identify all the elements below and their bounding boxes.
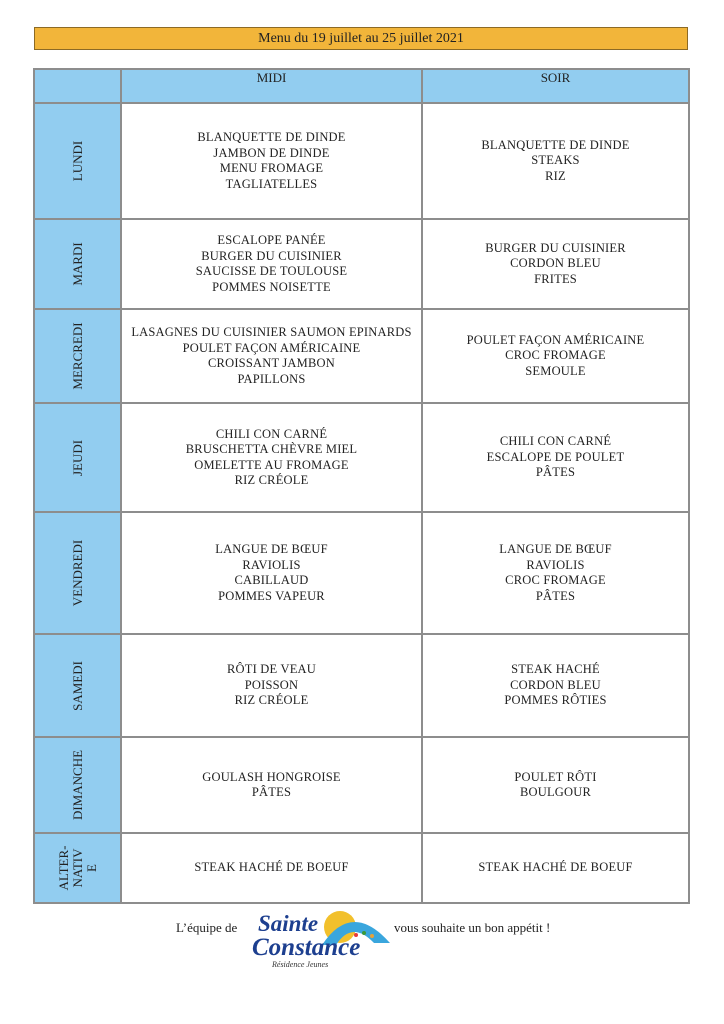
dish-item: LASAGNES DU CUISINIER SAUMON EPINARDS [131, 325, 412, 339]
soir-cell [422, 219, 689, 309]
footer [0, 905, 724, 985]
midi-cell [121, 833, 422, 903]
dish-item: RAVIOLIS [242, 557, 301, 572]
midi-cell [121, 634, 422, 737]
menu-title: Menu du 19 juillet au 25 juillet 2021 [34, 27, 688, 50]
dish-item: JAMBON DE DINDE [213, 145, 330, 160]
dish-item: POMMES NOISETTE [212, 279, 331, 294]
dish-item: LANGUE DE BŒUF [215, 542, 328, 556]
dish-item: CHILI CON CARNÉ [215, 426, 328, 441]
dish-item: CROC FROMAGE [505, 348, 606, 363]
column-header-soir: SOIR [422, 69, 689, 103]
dish-item: BURGER DU CUISINIER [485, 240, 626, 255]
dish-item: CABILLAUD [234, 573, 309, 587]
dish-item: BLANQUETTE DE DINDE [197, 130, 346, 144]
day-cell-alternative [34, 833, 121, 903]
soir-cell [422, 309, 689, 403]
midi-cell [121, 103, 422, 219]
soir-cell [422, 634, 689, 737]
dish-item: PÂTES [535, 465, 576, 480]
table-row [34, 103, 689, 219]
table-row [34, 833, 689, 903]
soir-cell [422, 833, 689, 903]
dish-item: POULET FAÇON AMÉRICAINE [182, 340, 361, 355]
dish-item: RIZ [545, 168, 566, 183]
column-header-midi: MIDI [121, 69, 422, 103]
day-label: MERCREDI [69, 322, 85, 390]
logo-subtitle: Résidence Jeunes [272, 960, 329, 969]
soir-cell [422, 103, 689, 219]
day-label: SAMEDI [69, 660, 85, 711]
day-cell-lundi [34, 103, 121, 219]
day-cell-mardi [34, 219, 121, 309]
table-row [34, 403, 689, 512]
day-label: JEUDI [69, 439, 85, 476]
dish-item: STEAK HACHÉ DE BOEUF [478, 860, 633, 875]
dish-item: CORDON BLEU [510, 677, 601, 692]
midi-cell [121, 219, 422, 309]
dish-item: STEAK HACHÉ DE BOEUF [194, 860, 349, 875]
day-cell-samedi [34, 634, 121, 737]
footer-text-right: vous souhaite un bon appétit ! [394, 920, 551, 935]
dish-item: SEMOULE [525, 363, 586, 378]
dish-item: TAGLIATELLES [225, 176, 318, 191]
dish-item: MENU FROMAGE [219, 161, 324, 175]
dish-item: BRUSCHETTA CHÈVRE MIEL [185, 442, 358, 456]
dish-item: FRITES [534, 271, 577, 286]
dish-item: PAPILLONS [237, 371, 306, 386]
table-row [34, 634, 689, 737]
midi-cell [121, 737, 422, 833]
dish-item: OMELETTE AU FROMAGE [194, 457, 349, 472]
midi-cell [121, 309, 422, 403]
day-label: VENDREDI [69, 539, 85, 607]
footer-text-left: L’équipe de [176, 920, 238, 935]
dish-item: CROC FROMAGE [505, 573, 606, 587]
dish-item: ESCALOPE DE POULET [486, 449, 625, 464]
dish-item: SAUCISSE DE TOULOUSE [195, 264, 348, 278]
dish-item: CORDON BLEU [510, 256, 601, 271]
dish-item: PÂTES [535, 588, 576, 603]
dish-item: POMMES VAPEUR [218, 588, 325, 603]
dish-item: POISSON [244, 677, 299, 692]
dish-item: BURGER DU CUISINIER [201, 248, 342, 263]
soir-cell [422, 512, 689, 634]
dish-item: BOULGOUR [519, 785, 592, 799]
day-cell-vendredi [34, 512, 121, 634]
day-label: DIMANCHE [69, 749, 85, 821]
dish-item: ALTER- [55, 845, 71, 891]
day-cell-mercredi [34, 309, 121, 403]
soir-cell [422, 737, 689, 833]
dish-item: GOULASH HONGROISE [202, 769, 341, 784]
dish-item: ESCALOPE PANÉE [217, 233, 326, 247]
dish-item: CROISSANT JAMBON [208, 356, 335, 370]
dish-item: RIZ CRÉOLE [234, 473, 309, 487]
logo-text-line2: Constance [252, 934, 361, 961]
midi-cell [121, 403, 422, 512]
soir-cell [422, 403, 689, 512]
dish-item: POULET RÔTI [514, 769, 597, 784]
dish-item: STEAK HACHÉ [511, 662, 600, 677]
midi-cell [121, 512, 422, 634]
table-row [34, 512, 689, 634]
logo-text-line1: Sainte [258, 911, 319, 936]
dish-item: STEAKS [531, 153, 580, 168]
table-row [34, 219, 689, 309]
dish-item: LANGUE DE BŒUF [499, 542, 612, 556]
day-cell-jeudi [34, 403, 121, 512]
dish-item: PÂTES [251, 785, 292, 799]
dish-item: BLANQUETTE DE DINDE [481, 137, 630, 152]
dish-item: RIZ CRÉOLE [234, 693, 309, 708]
dish-item: RAVIOLIS [526, 557, 585, 572]
day-label: LUNDI [69, 140, 85, 182]
table-row [34, 309, 689, 403]
table-corner [34, 69, 121, 103]
dish-item: E [83, 864, 99, 872]
dish-item: POMMES RÔTIES [504, 693, 607, 708]
dish-item: RÔTI DE VEAU [227, 662, 316, 677]
dish-item: CHILI CON CARNÉ [499, 434, 612, 449]
day-cell-dimanche [34, 737, 121, 833]
dish-item: NATIV [69, 848, 85, 888]
table-row [34, 737, 689, 833]
day-label: MARDI [69, 242, 85, 286]
day-label-alternative [57, 838, 99, 898]
menu-table [33, 68, 690, 904]
dish-item: POULET FAÇON AMÉRICAINE [466, 332, 645, 347]
